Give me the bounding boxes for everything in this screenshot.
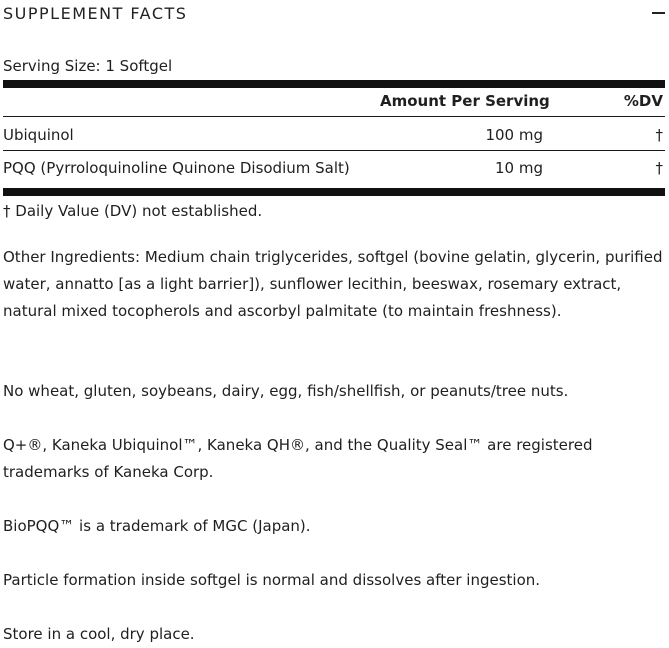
allergen-statement: No wheat, gluten, soybeans, dairy, egg, fish/shellfish, or peanuts/tree nuts. (3, 382, 569, 400)
dv-footnote: † Daily Value (DV) not established. (3, 202, 263, 220)
other-ingredients: Other Ingredients: Medium chain triglycerides, softgel (bovine gelatin, glycerin, purified water, annatto [as a light barrier]), sunflower lecithin, beeswax, rosemary extract, natural mixed tocopherols and ascorbyl palmitate (to maintain freshness). (3, 248, 663, 320)
kaneka-trademarks: Q+®, Kaneka Ubiquinol™, Kaneka QH®, and the Quality Seal™ are registered trademarks of Kaneka Corp. (3, 436, 593, 481)
column-header-amount: Amount Per Serving (380, 92, 550, 110)
minus-icon[interactable] (651, 2, 665, 24)
serving-size: Serving Size: 1 Softgel (3, 57, 173, 75)
particle-note: Particle formation inside softgel is normal and dissolves after ingestion. (3, 571, 541, 589)
ingredient-name: Ubiquinol (3, 126, 74, 144)
row-divider (3, 150, 665, 151)
ingredient-amount: 100 mg (485, 126, 543, 144)
ingredient-dv: † (655, 126, 663, 144)
column-header-dv: %DV (623, 92, 663, 110)
header-rule (3, 116, 665, 117)
ingredient-name: PQQ (Pyrroloquinoline Quinone Disodium Salt) (3, 159, 350, 177)
ingredient-amount: 10 mg (495, 159, 543, 177)
section-title: SUPPLEMENT FACTS (3, 3, 188, 23)
top-thick-rule (3, 80, 665, 88)
section-header[interactable] (3, 0, 665, 26)
ingredient-dv: † (655, 159, 663, 177)
bottom-thick-rule (3, 188, 665, 196)
mgc-trademark: BioPQQ™ is a trademark of MGC (Japan). (3, 517, 311, 535)
storage-instructions: Store in a cool, dry place. (3, 625, 195, 643)
